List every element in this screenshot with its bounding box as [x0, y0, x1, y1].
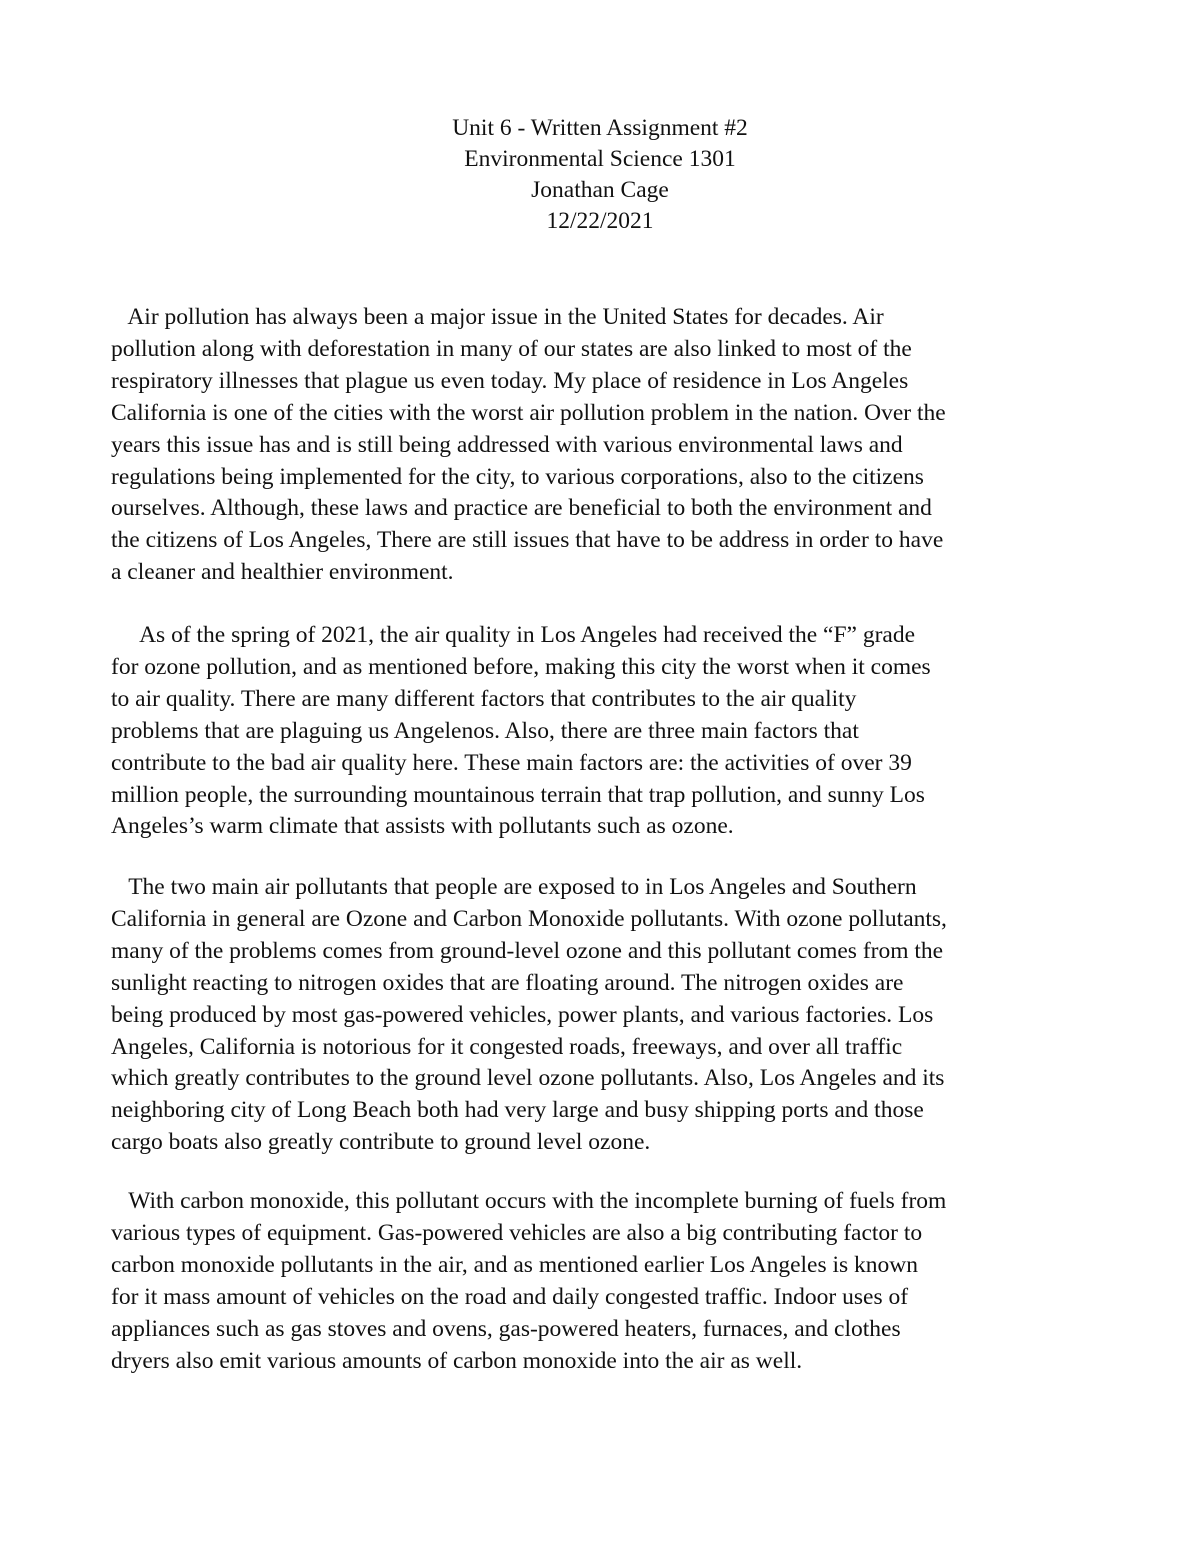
assignment-title: Unit 6 - Written Assignment #2	[452, 115, 748, 141]
paragraph-line: regulations being implemented for the city, to various corporations, also to the citizens	[111, 463, 924, 490]
paragraph-line: ourselves. Although, these laws and practice are beneficial to both the environment and	[111, 495, 932, 522]
paragraph-line: for ozone pollution, and as mentioned before, making this city the worst when it comes	[111, 653, 931, 680]
document-header	[0, 113, 1200, 237]
paragraph-line: respiratory illnesses that plague us even today. My place of residence in Los Angeles	[111, 367, 909, 394]
paragraph-line: to air quality. There are many different factors that contributes to the air quality	[111, 685, 857, 712]
paragraph-line: California in general are Ozone and Carbon Monoxide pollutants. With ozone pollutants,	[111, 905, 947, 932]
paragraph-3	[111, 872, 1096, 1159]
paragraph-line: Angeles, California is notorious for it congested roads, freeways, and over all traffic	[111, 1033, 903, 1060]
paragraph-line: Air pollution has always been a major issue in the United States for decades. Air	[111, 304, 884, 330]
paragraph-line: pollution along with deforestation in many of our states are also linked to most of the	[111, 335, 912, 362]
paragraph-line: many of the problems comes from ground-level ozone and this pollutant comes from the	[111, 937, 944, 964]
paragraph-1	[111, 302, 1096, 589]
paragraph-line: million people, the surrounding mountainous terrain that trap pollution, and sunny Los	[111, 781, 925, 808]
paragraph-line: With carbon monoxide, this pollutant occurs with the incomplete burning of fuels from	[111, 1188, 947, 1214]
paragraph-line: various types of equipment. Gas-powered vehicles are also a big contributing factor to	[111, 1219, 923, 1246]
paragraph-line: years this issue has and is still being addressed with various environmental laws and	[111, 431, 903, 458]
paragraph-line: California is one of the cities with the worst air pollution problem in the nation. Over the	[111, 399, 946, 426]
paragraph-line: for it mass amount of vehicles on the road and daily congested traffic. Indoor uses of	[111, 1283, 909, 1310]
paragraph-2	[111, 620, 1096, 843]
author-name: Jonathan Cage	[531, 177, 669, 203]
paragraph-line: As of the spring of 2021, the air quality in Los Angeles had received the “F” grade	[111, 622, 916, 648]
course-name: Environmental Science 1301	[464, 146, 736, 172]
paragraph-line: The two main air pollutants that people are exposed to in Los Angeles and Southern	[111, 874, 917, 900]
paragraph-line: appliances such as gas stoves and ovens, gas-powered heaters, furnaces, and clothes	[111, 1315, 901, 1342]
paragraph-line: contribute to the bad air quality here. These main factors are: the activities of over 39	[111, 749, 912, 776]
paragraph-line: being produced by most gas-powered vehicles, power plants, and various factories. Los	[111, 1001, 934, 1028]
paragraph-line: carbon monoxide pollutants in the air, and as mentioned earlier Los Angeles is known	[111, 1251, 919, 1278]
paragraph-line: sunlight reacting to nitrogen oxides that are floating around. The nitrogen oxides are	[111, 969, 904, 996]
paragraph-line: a cleaner and healthier environment.	[111, 559, 454, 586]
document-date: 12/22/2021	[546, 208, 654, 234]
paragraph-line: problems that are plaguing us Angelenos. Also, there are three main factors that	[111, 717, 859, 744]
paragraph-4	[111, 1186, 1096, 1377]
paragraph-line: dryers also emit various amounts of carbon monoxide into the air as well.	[111, 1347, 803, 1374]
paragraph-line: which greatly contributes to the ground level ozone pollutants. Also, Los Angeles and its	[111, 1065, 945, 1092]
paragraph-line: neighboring city of Long Beach both had very large and busy shipping ports and those	[111, 1097, 924, 1124]
paragraph-line: the citizens of Los Angeles, There are still issues that have to be address in order to have	[111, 527, 944, 554]
paragraph-line: Angeles’s warm climate that assists with pollutants such as ozone.	[111, 813, 734, 840]
paragraph-line: cargo boats also greatly contribute to ground level ozone.	[111, 1129, 651, 1156]
